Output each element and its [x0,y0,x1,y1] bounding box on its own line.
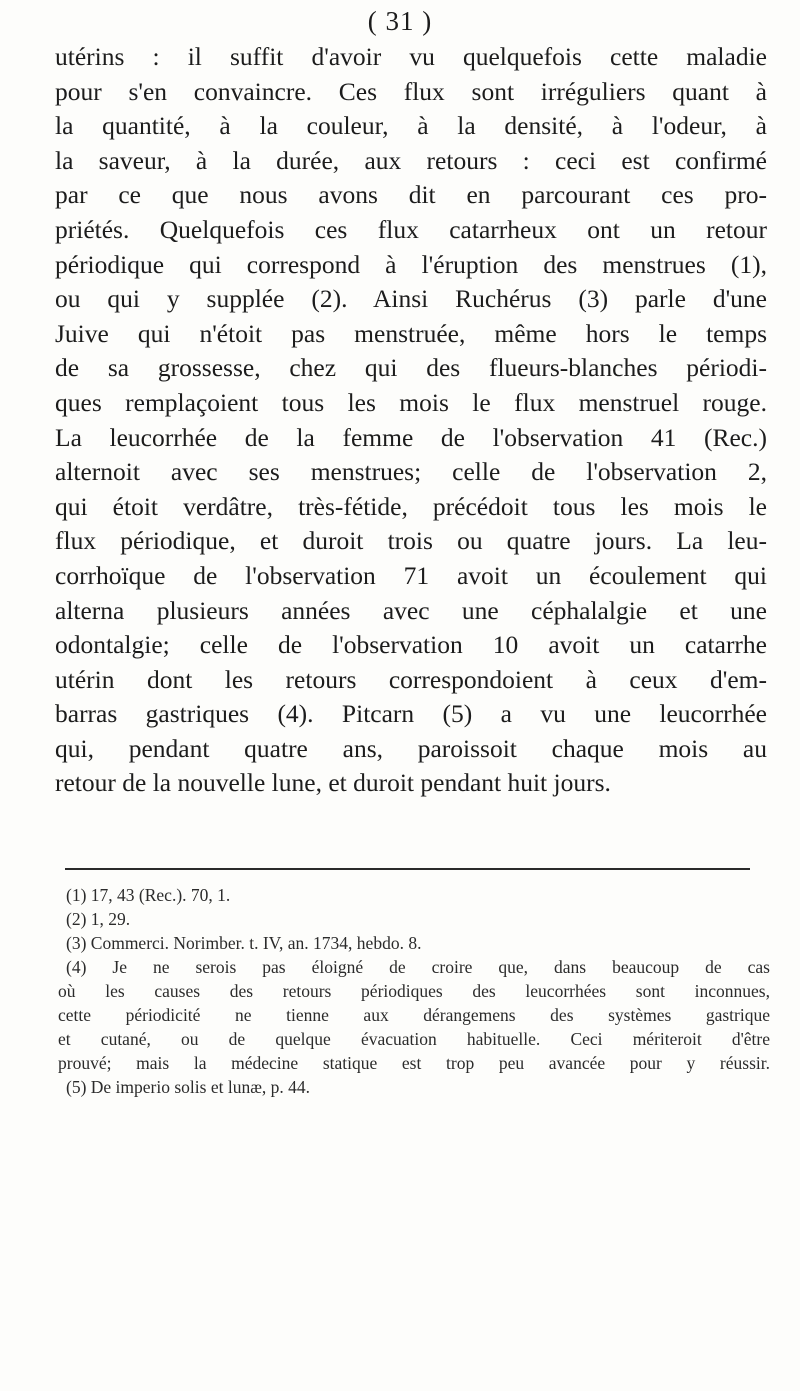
body-line: La leucorrhée de la femme de l'observation 41 (Rec.) [55,422,767,452]
body-line: Juive qui n'étoit pas menstruée, même hors le temps [55,318,767,348]
body-line: la quantité, à la couleur, à la densité, à l'odeur, à [55,111,767,141]
footnote-4: (4) Je ne serois pas éloigné de croire que, dans beaucoup de cas [66,957,770,977]
body-line: par ce que nous avons dit en parcourant ces pro- [55,180,767,210]
body-line: utérins : il suffit d'avoir vu quelquefois cette maladie [55,42,767,71]
body-line: alternoit avec ses menstrues; celle de l'observation 2, [55,457,767,487]
footnote-2: (2) 1, 29. [66,909,131,929]
body-line: pour s'en convaincre. Ces flux sont irréguliers quant à [55,76,767,106]
body-line: ques remplaçoient tous les mois le flux menstruel rouge. [55,387,767,417]
body-line: de sa grossesse, chez qui des flueurs-blanches périodi- [55,353,767,383]
body-line: utérin dont les retours correspondoient à ceux d'em- [55,664,767,694]
body-line: odontalgie; celle de l'observation 10 avoit un catarrhe [55,630,767,660]
footnote-4-line: et cutané, ou de quelque évacuation habituelle. Ceci mériteroit d'être [58,1029,770,1049]
footnote-5: (5) De imperio solis et lunæ, p. 44. [66,1077,311,1097]
page-number: ( 31 ) [367,6,433,36]
body-line: ou qui y supplée (2). Ainsi Ruchérus (3) parle d'une [55,284,767,314]
footnote-3: (3) Commerci. Norimber. t. IV, an. 1734, hebdo. 8. [66,933,422,953]
footnote-4-line: prouvé; mais la médecine statique est trop peu avancée pour y réussir. [58,1053,770,1073]
body-line: la saveur, à la durée, aux retours : ceci est confirmé [55,145,767,175]
body-line: flux périodique, et duroit trois ou quatre jours. La leu- [55,526,767,556]
body-text [55,40,767,801]
body-line: périodique qui correspond à l'éruption des menstrues (1), [55,249,767,279]
footnote-separator [65,868,750,870]
body-line: corrhoïque de l'observation 71 avoit un écoulement qui [55,560,767,590]
body-line: retour de la nouvelle lune, et duroit pendant huit jours. [55,768,611,798]
footnote-4-line: où les causes des retours périodiques des leucorrhées sont inconnues, [58,981,770,1001]
footnote-4-line: cette périodicité ne tienne aux dérangemens des systèmes gastrique [58,1005,770,1025]
footnotes [58,883,770,1099]
body-line: qui, pendant quatre ans, paroissoit chaque mois au [55,733,767,763]
body-line: alterna plusieurs années avec une céphalalgie et une [55,595,767,625]
body-line: qui étoit verdâtre, très-fétide, précédoit tous les mois le [55,491,767,521]
footnote-1: (1) 17, 43 (Rec.). 70, 1. [66,885,231,905]
body-line: priétés. Quelquefois ces flux catarrheux ont un retour [55,214,767,244]
body-line: barras gastriques (4). Pitcarn (5) a vu une leucorrhée [55,699,767,729]
